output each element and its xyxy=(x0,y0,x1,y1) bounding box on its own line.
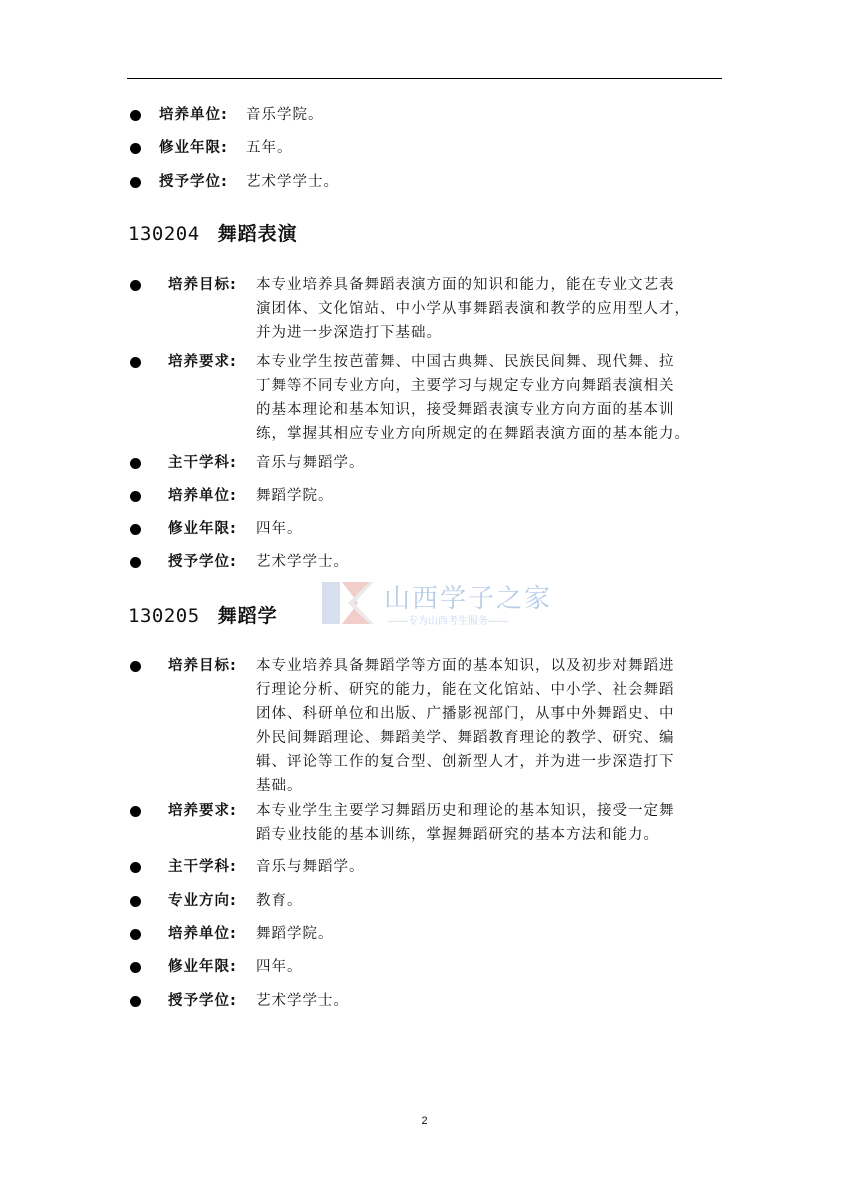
bullet-icon xyxy=(130,177,141,188)
bullet-icon xyxy=(130,557,141,568)
item-text-line: 丁舞等不同专业方向，主要学习与规定专业方向舞蹈表演相关 xyxy=(256,378,675,394)
bullet-icon xyxy=(130,962,141,973)
watermark-logo-icon xyxy=(318,578,374,628)
item-text: 艺术学学士。 xyxy=(256,993,349,1009)
item-label: 授予学位: xyxy=(168,554,237,570)
item-label: 授予学位: xyxy=(159,174,228,190)
item-label: 主干学科: xyxy=(168,455,237,471)
item-label: 培养目标: xyxy=(168,658,237,674)
bullet-icon xyxy=(130,661,141,672)
item-text: 舞蹈学院。 xyxy=(256,488,334,504)
item-label: 培养目标: xyxy=(168,277,237,293)
item-label: 主干学科: xyxy=(168,859,237,875)
section-heading xyxy=(128,221,298,247)
item-text: 艺术学学士。 xyxy=(256,554,349,570)
bullet-icon xyxy=(130,491,141,502)
item-label: 培养单位: xyxy=(159,107,228,123)
item-text-line: 辑、评论等工作的复合型、创新型人才，并为进一步深造打下 xyxy=(256,754,675,770)
item-label: 授予学位: xyxy=(168,993,237,1009)
item-text-line: 外民间舞蹈理论、舞蹈美学、舞蹈教育理论的教学、研究、编 xyxy=(256,730,675,746)
section-code: 130204 xyxy=(128,223,200,245)
bullet-icon xyxy=(130,280,141,291)
item-label: 培养单位: xyxy=(168,488,237,504)
page-number: 2 xyxy=(421,1115,428,1127)
item-text: 艺术学学士。 xyxy=(246,174,339,190)
item-text: 音乐与舞蹈学。 xyxy=(256,455,365,471)
item-label: 专业方向: xyxy=(168,893,237,909)
watermark-title: 山西学子之家 xyxy=(384,584,553,614)
item-label: 培养要求: xyxy=(168,354,237,370)
watermark-subtitle: ——专为山西考生服务—— xyxy=(388,616,508,627)
item-text-line: 本专业学生主要学习舞蹈历史和理论的基本知识，接受一定舞 xyxy=(256,803,675,819)
item-text: 舞蹈学院。 xyxy=(256,926,334,942)
watermark xyxy=(318,578,578,630)
item-text-line: 并为进一步深造打下基础。 xyxy=(256,325,442,341)
item-text-line: 基础。 xyxy=(256,778,303,794)
item-text-line: 本专业学生按芭蕾舞、中国古典舞、民族民间舞、现代舞、拉 xyxy=(256,354,675,370)
bullet-icon xyxy=(130,524,141,535)
item-text: 音乐与舞蹈学。 xyxy=(256,859,365,875)
item-text: 五年。 xyxy=(246,140,293,156)
item-label: 修业年限: xyxy=(168,959,237,975)
bullet-icon xyxy=(130,357,141,368)
section-code: 130205 xyxy=(128,605,200,627)
item-text-line: 团体、科研单位和出版、广播影视部门，从事中外舞蹈史、中 xyxy=(256,706,675,722)
item-text-line: 蹈专业技能的基本训练，掌握舞蹈研究的基本方法和能力。 xyxy=(256,827,659,843)
item-text: 四年。 xyxy=(256,959,303,975)
bullet-icon xyxy=(130,806,141,817)
bullet-icon xyxy=(130,929,141,940)
bullet-icon xyxy=(130,996,141,1007)
bullet-icon xyxy=(130,458,141,469)
section-heading xyxy=(128,603,278,629)
item-text-line: 演团体、文化馆站、中小学从事舞蹈表演和教学的应用型人才， xyxy=(256,301,690,317)
bullet-icon xyxy=(130,110,141,121)
item-label: 培养要求: xyxy=(168,803,237,819)
item-label: 修业年限: xyxy=(159,140,228,156)
section-title: 舞蹈学 xyxy=(217,605,278,627)
item-label: 修业年限: xyxy=(168,521,237,537)
item-text-line: 的基本理论和基本知识，接受舞蹈表演专业方向方面的基本训 xyxy=(256,402,675,418)
item-text-line: 行理论分析、研究的能力，能在文化馆站、中小学、社会舞蹈 xyxy=(256,682,675,698)
item-text-line: 本专业培养具备舞蹈表演方面的知识和能力，能在专业文艺表 xyxy=(256,277,675,293)
item-label: 培养单位: xyxy=(168,926,237,942)
item-text-line: 本专业培养具备舞蹈学等方面的基本知识，以及初步对舞蹈进 xyxy=(256,658,675,674)
item-text: 四年。 xyxy=(256,521,303,537)
section-title: 舞蹈表演 xyxy=(217,223,298,245)
header-rule xyxy=(127,78,722,79)
bullet-icon xyxy=(130,143,141,154)
item-text-line: 练，掌握其相应专业方向所规定的在舞蹈表演方面的基本能力。 xyxy=(256,426,690,442)
item-text: 教育。 xyxy=(256,893,303,909)
bullet-icon xyxy=(130,896,141,907)
bullet-icon xyxy=(130,862,141,873)
item-text: 音乐学院。 xyxy=(246,107,324,123)
